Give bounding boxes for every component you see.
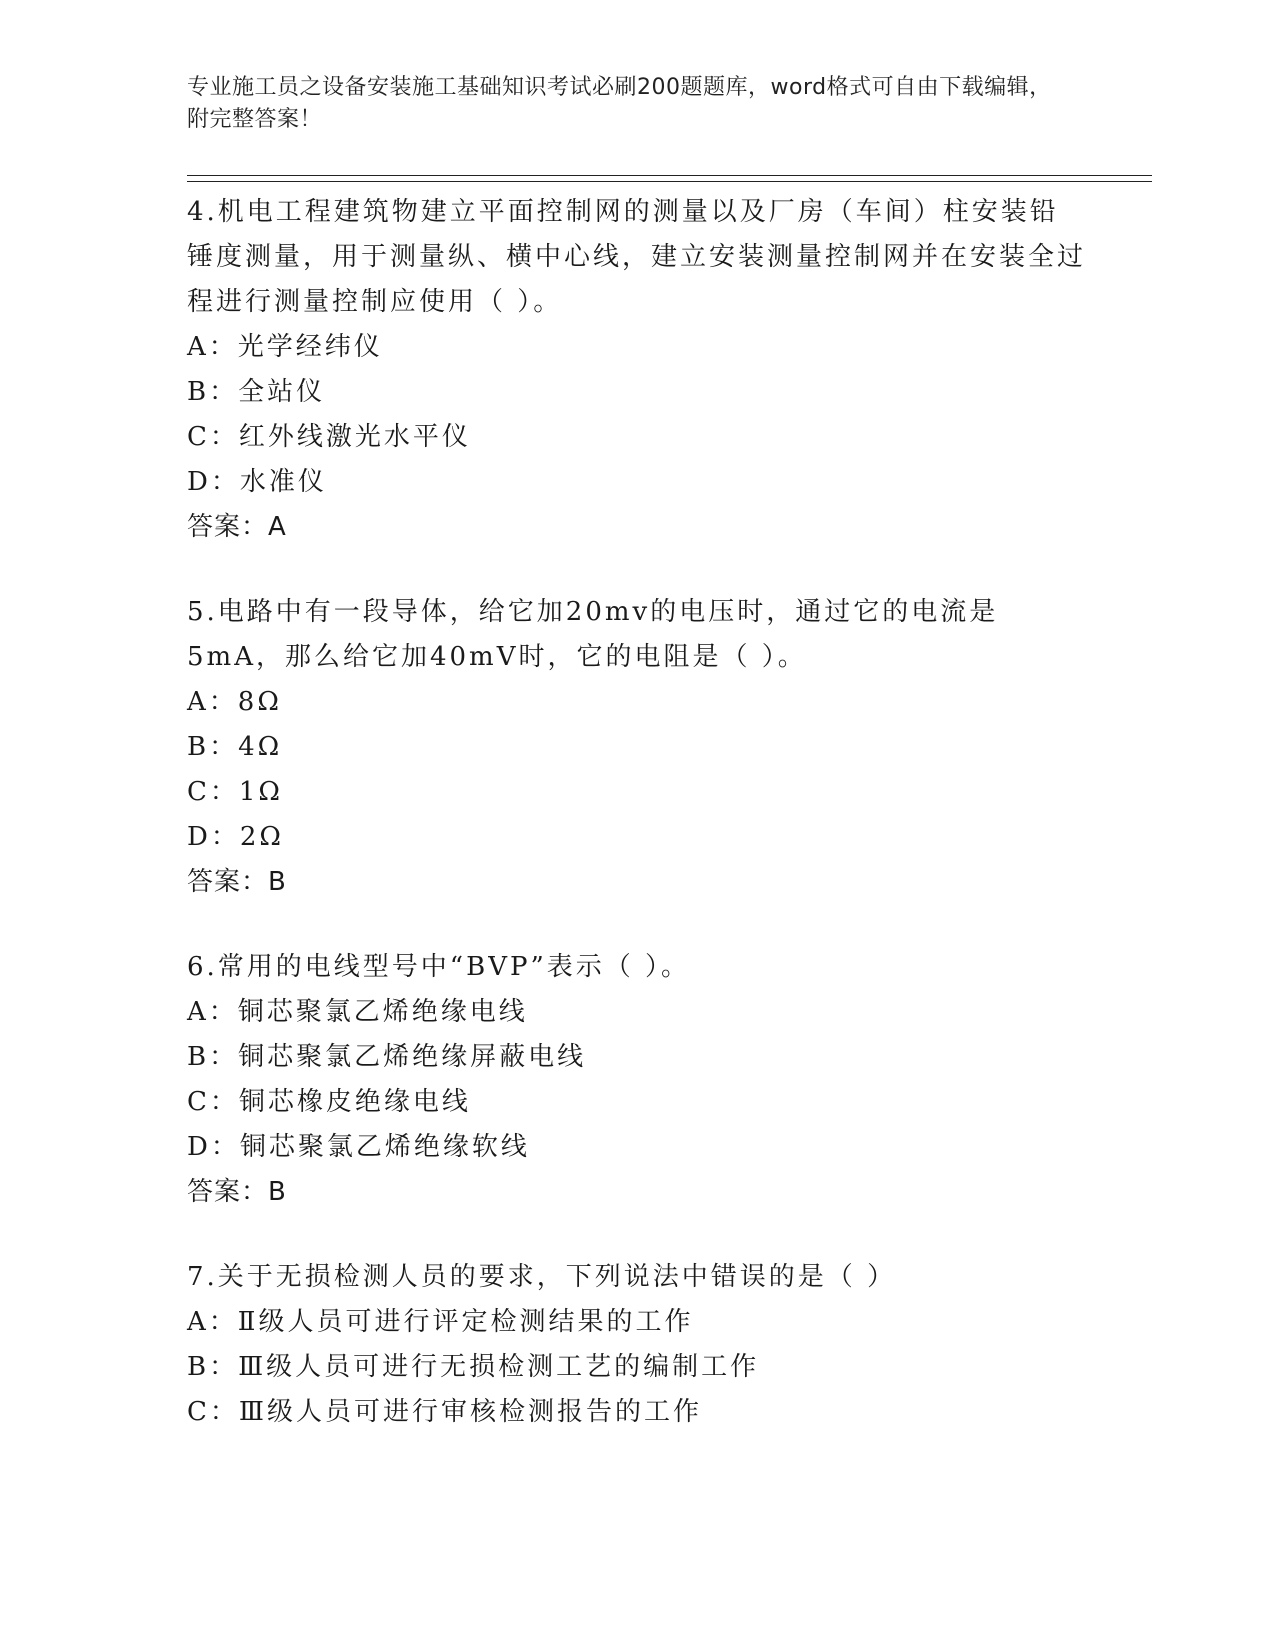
answer-label: 答案：B [187,867,287,897]
question-4 [187,190,1087,550]
option-c: C：红外线激光水平仪 [187,422,471,452]
option-b: B：铜芯聚氯乙烯绝缘屏蔽电线 [187,1042,587,1072]
option-a: A：8Ω [187,687,282,717]
header-divider-bottom [187,181,1152,182]
question-6 [187,945,1087,1215]
question-text: 5.电路中有一段导体，给它加20mv的电压时，通过它的电流是5mA，那么给它加40mV时，它的电阻是（ ）。 [187,597,999,672]
question-list [187,190,1087,1475]
option-b: B：全站仪 [187,377,326,407]
question-5 [187,590,1087,905]
answer-label: 答案：A [187,512,287,542]
option-d: D：铜芯聚氯乙烯绝缘软线 [187,1132,530,1162]
option-b: B：Ⅲ级人员可进行无损检测工艺的编制工作 [187,1352,760,1382]
option-c: C：铜芯橡皮绝缘电线 [187,1087,471,1117]
option-a: A：光学经纬仪 [187,332,383,362]
option-d: D：2Ω [187,822,284,852]
option-b: B：4Ω [187,732,283,762]
document-header: 专业施工员之设备安装施工基础知识考试必刷200题题库，word格式可自由下载编辑，附完整答案！ [187,75,1052,132]
question-7 [187,1255,1087,1435]
header-divider-top [187,175,1152,176]
option-c: C：1Ω [187,777,283,807]
answer-label: 答案：B [187,1177,287,1207]
option-a: A：Ⅱ级人员可进行评定检测结果的工作 [187,1307,694,1337]
question-text: 4.机电工程建筑物建立平面控制网的测量以及厂房（车间）柱安装铅锤度测量，用于测量纵、横中心线，建立安装测量控制网并在安装全过程进行测量控制应使用（ ）。 [187,197,1087,317]
question-text: 6.常用的电线型号中“BVP”表示（ ）。 [187,952,691,982]
option-a: A：铜芯聚氯乙烯绝缘电线 [187,997,528,1027]
option-d: D：水准仪 [187,467,327,497]
question-text: 7.关于无损检测人员的要求，下列说法中错误的是（ ） [187,1262,897,1292]
option-c: C：Ⅲ级人员可进行审核检测报告的工作 [187,1397,702,1427]
